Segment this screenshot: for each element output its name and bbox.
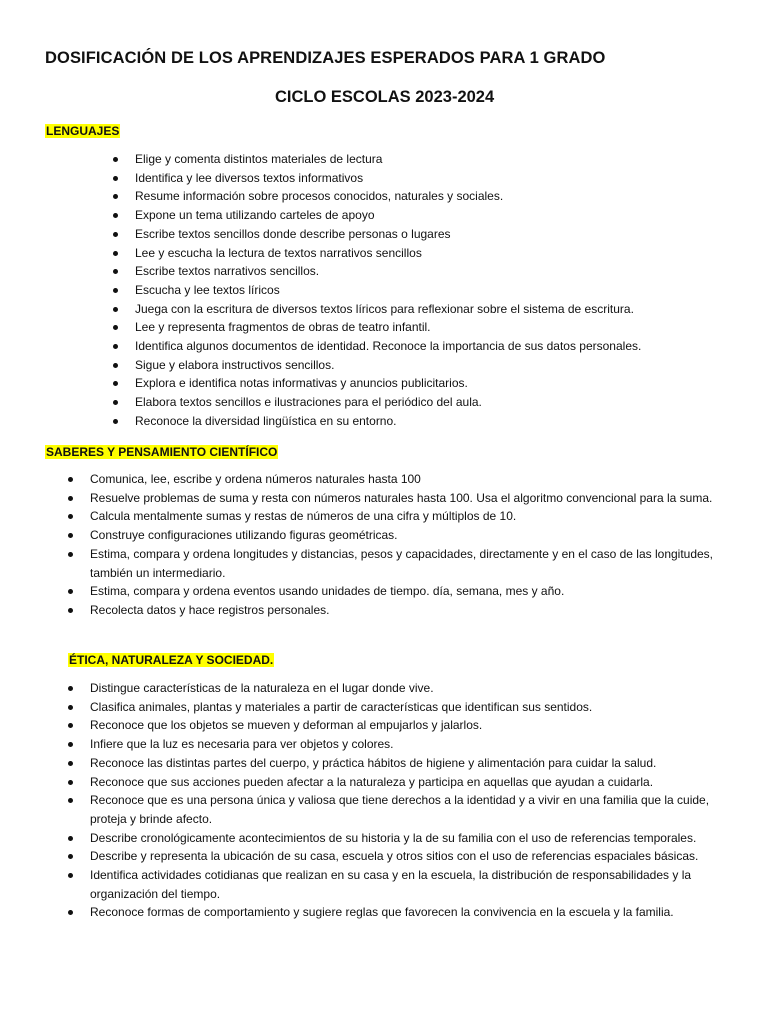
list-item bbox=[90, 847, 730, 866]
list-item-text: Reconoce formas de comportamiento y sugiere reglas que favorecen la convivencia en la escuela y la familia. bbox=[90, 905, 674, 920]
bullet-icon bbox=[68, 836, 73, 841]
list-item-text: Estima, compara y ordena eventos usando unidades de tiempo. día, semana, mes y año. bbox=[90, 584, 565, 599]
list-saberes bbox=[90, 470, 730, 620]
list-item bbox=[135, 262, 735, 281]
bullet-icon bbox=[68, 761, 73, 766]
list-item-text: Lee y escucha la lectura de textos narrativos sencillos bbox=[135, 245, 422, 260]
document-title: DOSIFICACIÓN DE LOS APRENDIZAJES ESPERADOS PARA 1 GRADO bbox=[45, 49, 606, 67]
list-item-text: Elige y comenta distintos materiales de lectura bbox=[135, 152, 383, 166]
bullet-icon bbox=[68, 798, 73, 803]
list-item-text: Recolecta datos y hace registros personales. bbox=[90, 602, 330, 617]
list-item-text: Calcula mentalmente sumas y restas de números de una cifra y múltiplos de 10. bbox=[90, 509, 517, 524]
list-lenguajes bbox=[135, 150, 735, 431]
list-etica bbox=[90, 679, 730, 922]
section-heading-etica bbox=[68, 652, 274, 668]
list-item-text: Resume información sobre procesos conocidos, naturales y sociales. bbox=[135, 189, 504, 204]
highlighted-heading-text: SABERES Y PENSAMIENTO CIENTÍFICO bbox=[46, 445, 278, 459]
list-item bbox=[90, 698, 730, 717]
bullet-icon bbox=[113, 251, 118, 256]
document-subtitle: CICLO ESCOLAS 2023-2024 bbox=[275, 88, 495, 106]
bullet-icon bbox=[113, 400, 118, 405]
list-item bbox=[90, 754, 730, 773]
list-item-text: Reconoce la diversidad lingüística en su entorno. bbox=[135, 413, 397, 428]
list-item-text: Sigue y elabora instructivos sencillos. bbox=[135, 357, 335, 372]
list-item bbox=[135, 374, 735, 393]
bullet-icon bbox=[68, 705, 73, 710]
list-item bbox=[135, 206, 735, 225]
list-item-text: Lee y representa fragmentos de obras de teatro infantil. bbox=[135, 320, 431, 335]
bullet-icon bbox=[68, 854, 73, 859]
bullet-icon bbox=[113, 194, 118, 199]
bullet-icon bbox=[113, 307, 118, 312]
bullet-icon bbox=[68, 496, 73, 501]
list-item-text: Escucha y lee textos líricos bbox=[135, 282, 280, 297]
list-item-text: Construye configuraciones utilizando figuras geométricas. bbox=[90, 528, 398, 543]
bullet-icon bbox=[113, 176, 118, 181]
list-item bbox=[90, 582, 730, 601]
highlighted-heading-text: LENGUAJES bbox=[46, 124, 120, 138]
list-item bbox=[90, 791, 730, 828]
list-item bbox=[135, 244, 735, 263]
list-item bbox=[90, 735, 730, 754]
list-item-text: Reconoce las distintas partes del cuerpo, y práctica hábitos de higiene y alimentación para cuidar la salud. bbox=[90, 755, 657, 770]
list-item bbox=[135, 281, 735, 300]
list-item bbox=[135, 169, 735, 188]
list-item-text: Estima, compara y ordena longitudes y distancias, pesos y capacidades, directamente y en el caso de las longitudes, también un intermediario. bbox=[90, 546, 714, 580]
list-item-text: Clasifica animales, plantas y materiales a partir de características que identifican sus sentidos. bbox=[90, 699, 593, 714]
bullet-icon bbox=[68, 552, 73, 557]
list-item-text: Escribe textos sencillos donde describe personas o lugares bbox=[135, 226, 451, 241]
bullet-icon bbox=[68, 514, 73, 519]
bullet-icon bbox=[68, 589, 73, 594]
bullet-icon bbox=[113, 213, 118, 218]
list-item-text: Reconoce que sus acciones pueden afectar a la naturaleza y participa en aquellas que ayudan a cuidarla. bbox=[90, 774, 654, 789]
bullet-icon bbox=[68, 608, 73, 613]
list-item-text: Identifica algunos documentos de identidad. Reconoce la importancia de sus datos personales. bbox=[135, 339, 642, 354]
bullet-icon bbox=[113, 344, 118, 349]
list-item-text: Infiere que la luz es necesaria para ver objetos y colores. bbox=[90, 737, 394, 752]
bullet-icon bbox=[68, 533, 73, 538]
section-heading-lenguajes bbox=[45, 123, 120, 139]
list-item bbox=[90, 470, 730, 489]
bullet-icon bbox=[68, 910, 73, 915]
list-item-text: Expone un tema utilizando carteles de apoyo bbox=[135, 208, 375, 223]
list-item-text: Distingue características de la naturaleza en el lugar donde vive. bbox=[90, 681, 434, 695]
bullet-icon bbox=[68, 780, 73, 785]
list-item-text: Identifica actividades cotidianas que realizan en su casa y en la escuela, la distribución de responsabilidades y la organización del tiempo. bbox=[90, 868, 692, 901]
list-item-text: Describe cronológicamente acontecimientos de su historia y la de su familia con el uso de referencias temporales. bbox=[90, 830, 697, 845]
list-item bbox=[90, 866, 730, 903]
list-item bbox=[90, 829, 730, 848]
list-item bbox=[90, 679, 730, 698]
list-item-text: Juega con la escritura de diversos textos líricos para reflexionar sobre el sistema de escritura. bbox=[135, 301, 634, 316]
bullet-icon bbox=[113, 232, 118, 237]
list-item-text: Comunica, lee, escribe y ordena números naturales hasta 100 bbox=[90, 472, 421, 486]
bullet-icon bbox=[113, 419, 118, 424]
list-item bbox=[135, 356, 735, 375]
list-item bbox=[135, 318, 735, 337]
list-item bbox=[90, 489, 730, 508]
bullet-icon bbox=[113, 363, 118, 368]
bullet-icon bbox=[113, 288, 118, 293]
list-item bbox=[135, 412, 735, 431]
list-item bbox=[135, 337, 735, 356]
list-item-text: Resuelve problemas de suma y resta con números naturales hasta 100. Usa el algoritmo convencional para la suma. bbox=[90, 490, 713, 505]
list-item bbox=[90, 716, 730, 735]
list-item-text: Escribe textos narrativos sencillos. bbox=[135, 264, 320, 279]
bullet-icon bbox=[68, 742, 73, 747]
bullet-icon bbox=[113, 325, 118, 330]
bullet-icon bbox=[68, 723, 73, 728]
list-item-text: Explora e identifica notas informativas y anuncios publicitarios. bbox=[135, 376, 468, 391]
highlighted-heading-text: ÉTICA, NATURALEZA Y SOCIEDAD. bbox=[69, 653, 274, 667]
list-item bbox=[90, 507, 730, 526]
list-item bbox=[90, 526, 730, 545]
bullet-icon bbox=[68, 873, 73, 878]
list-item bbox=[135, 300, 735, 319]
bullet-icon bbox=[113, 269, 118, 274]
bullet-icon bbox=[68, 686, 73, 691]
list-item-text: Elabora textos sencillos e ilustraciones para el periódico del aula. bbox=[135, 395, 482, 410]
list-item bbox=[135, 393, 735, 412]
list-item bbox=[90, 545, 730, 582]
section-heading-saberes bbox=[45, 444, 278, 460]
list-item bbox=[135, 225, 735, 244]
list-item bbox=[135, 150, 735, 169]
bullet-icon bbox=[68, 477, 73, 482]
list-item bbox=[90, 773, 730, 792]
list-item bbox=[90, 601, 730, 620]
list-item-text: Reconoce que los objetos se mueven y deforman al empujarlos y jalarlos. bbox=[90, 718, 483, 733]
list-item bbox=[135, 187, 735, 206]
bullet-icon bbox=[113, 157, 118, 162]
bullet-icon bbox=[113, 381, 118, 386]
list-item-text: Reconoce que es una persona única y valiosa que tiene derechos a la identidad y a vivir en una familia que la cuide, proteja y brinde afecto. bbox=[90, 793, 710, 826]
list-item-text: Identifica y lee diversos textos informativos bbox=[135, 170, 364, 185]
list-item bbox=[90, 903, 730, 922]
list-item-text: Describe y representa la ubicación de su casa, escuela y otros sitios con el uso de referencias espaciales básicas. bbox=[90, 849, 699, 864]
